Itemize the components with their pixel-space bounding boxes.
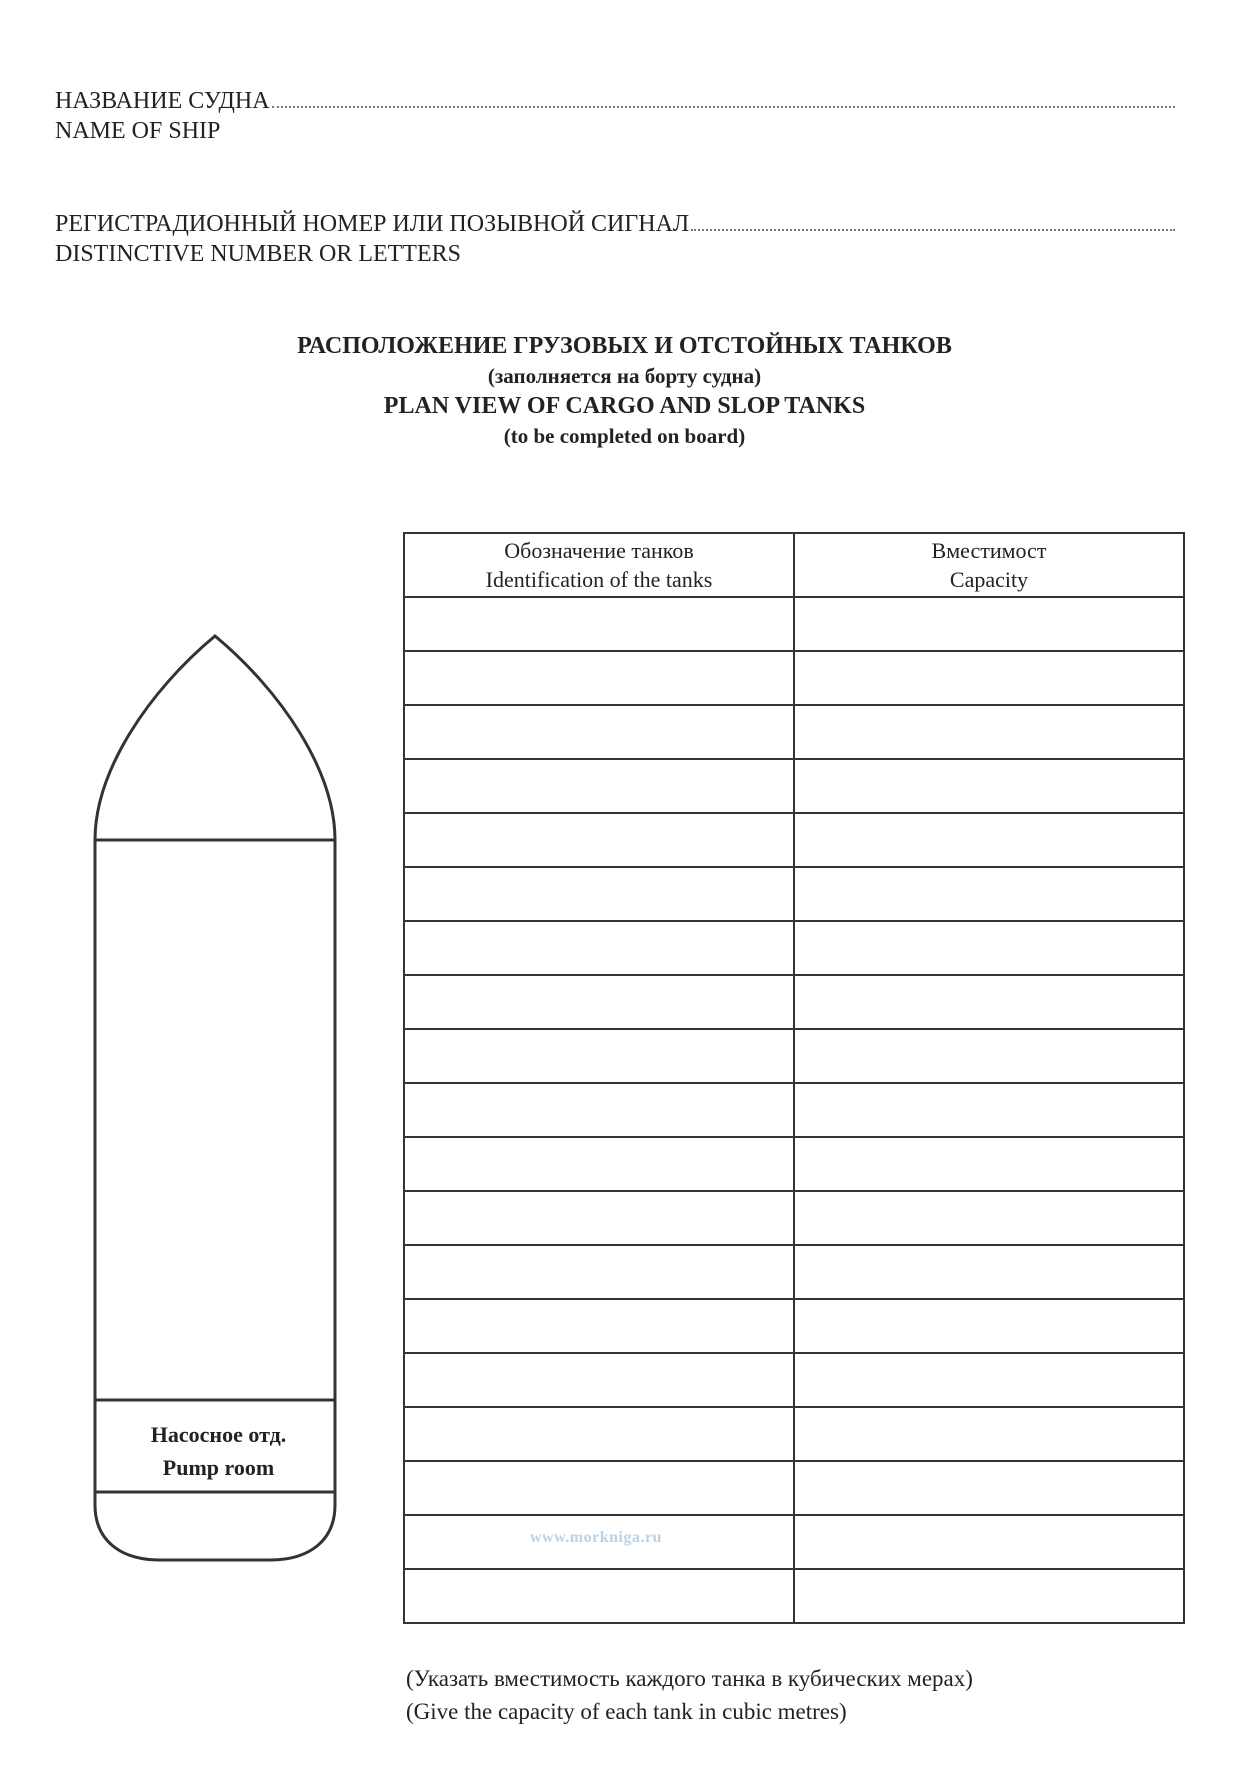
capacity-note [406,1662,973,1728]
tank-capacity-cell[interactable] [794,813,1184,867]
table-row [404,1299,1184,1353]
tank-identification-cell[interactable] [404,651,794,705]
tank-capacity-cell[interactable] [794,1515,1184,1569]
table-row [404,1137,1184,1191]
table-row [404,1083,1184,1137]
table-row [404,1569,1184,1623]
ship-name-label-en: NAME OF SHIP [55,118,221,144]
tank-capacity-cell[interactable] [794,1461,1184,1515]
ship-bow-outline [95,636,335,840]
ship-name-label-ru: НАЗВАНИЕ СУДНА [55,88,270,114]
tank-identification-cell[interactable] [404,759,794,813]
column-header-capacity [794,533,1184,597]
table-row [404,597,1184,651]
tank-capacity-cell[interactable] [794,975,1184,1029]
tank-capacity-cell[interactable] [794,597,1184,651]
tank-identification-cell[interactable] [404,1137,794,1191]
capacity-note-en: (Give the capacity of each tank in cubic metres) [406,1699,847,1724]
tank-capacity-cell[interactable] [794,921,1184,975]
tank-identification-cell[interactable] [404,1569,794,1623]
title-en: PLAN VIEW OF CARGO AND SLOP TANKS [383,393,866,419]
table-body [404,597,1184,1623]
tank-capacity-cell[interactable] [794,1407,1184,1461]
tank-identification-cell[interactable] [404,813,794,867]
ship-stern-outline [95,1492,335,1560]
capacity-note-ru: (Указать вместимость каждого танка в кубических мерах) [406,1666,973,1691]
tank-capacity-cell[interactable] [794,1245,1184,1299]
column-header-capacity-en: Capacity [949,567,1029,592]
tank-identification-cell[interactable] [404,1245,794,1299]
column-header-identification-en: Identification of the tanks [485,567,713,592]
tank-identification-cell[interactable] [404,1083,794,1137]
table-row [404,1245,1184,1299]
tank-identification-cell[interactable] [404,921,794,975]
tank-identification-cell[interactable] [404,705,794,759]
table-row [404,1353,1184,1407]
column-header-identification-ru: Обозначение танков [504,538,694,563]
subtitle-ru: (заполняется на борту судна) [487,364,762,388]
tank-capacity-cell[interactable] [794,1137,1184,1191]
column-header-capacity-ru: Вместимост [931,538,1047,563]
table-row [404,651,1184,705]
pump-room-label-en: Pump room [162,1455,275,1480]
table-row [404,1191,1184,1245]
column-header-identification [404,533,794,597]
tank-capacity-cell[interactable] [794,651,1184,705]
tank-identification-cell[interactable] [404,597,794,651]
tank-identification-cell[interactable] [404,975,794,1029]
tank-identification-cell[interactable] [404,1461,794,1515]
document-heading [0,330,1249,450]
tank-capacity-cell[interactable] [794,867,1184,921]
tank-capacity-cell[interactable] [794,1353,1184,1407]
tank-capacity-cell[interactable] [794,1299,1184,1353]
distinctive-number-field [55,207,1175,269]
table-row [404,921,1184,975]
tank-identification-cell[interactable] [404,1191,794,1245]
table-row [404,1515,1184,1569]
table-row [404,759,1184,813]
table-row [404,1029,1184,1083]
tank-capacity-cell[interactable] [794,705,1184,759]
distinctive-number-label-en: DISTINCTIVE NUMBER OR LETTERS [55,241,461,267]
tank-capacity-cell[interactable] [794,1191,1184,1245]
table-row [404,1407,1184,1461]
ship-name-input-line[interactable] [272,84,1175,108]
tank-identification-cell[interactable] [404,1353,794,1407]
table-row [404,1461,1184,1515]
pump-room-label-ru: Насосное отд. [150,1422,287,1447]
tank-capacity-cell[interactable] [794,1569,1184,1623]
tank-capacity-cell[interactable] [794,759,1184,813]
tank-identification-cell[interactable] [404,867,794,921]
watermark: www.morkniga.ru [530,1529,662,1546]
table-row [404,867,1184,921]
subtitle-en: (to be completed on board) [503,424,746,448]
table-row [404,705,1184,759]
table-row [404,813,1184,867]
table-header-row [404,533,1184,597]
tank-identification-cell[interactable] [404,1407,794,1461]
tank-capacity-table [403,532,1185,1624]
title-ru: РАСПОЛОЖЕНИЕ ГРУЗОВЫХ И ОТСТОЙНЫХ ТАНКОВ [297,333,952,359]
distinctive-number-input-line[interactable] [691,207,1175,231]
table-row [404,975,1184,1029]
tank-identification-cell[interactable] [404,1029,794,1083]
tank-identification-cell[interactable] [404,1299,794,1353]
tank-capacity-cell[interactable] [794,1029,1184,1083]
tank-capacity-cell[interactable] [794,1083,1184,1137]
ship-name-field [55,84,1175,146]
pump-room-label [96,1418,341,1484]
distinctive-number-label-ru: РЕГИСТРАДИОННЫЙ НОМЕР ИЛИ ПОЗЫВНОЙ СИГНАЛ [55,211,690,237]
